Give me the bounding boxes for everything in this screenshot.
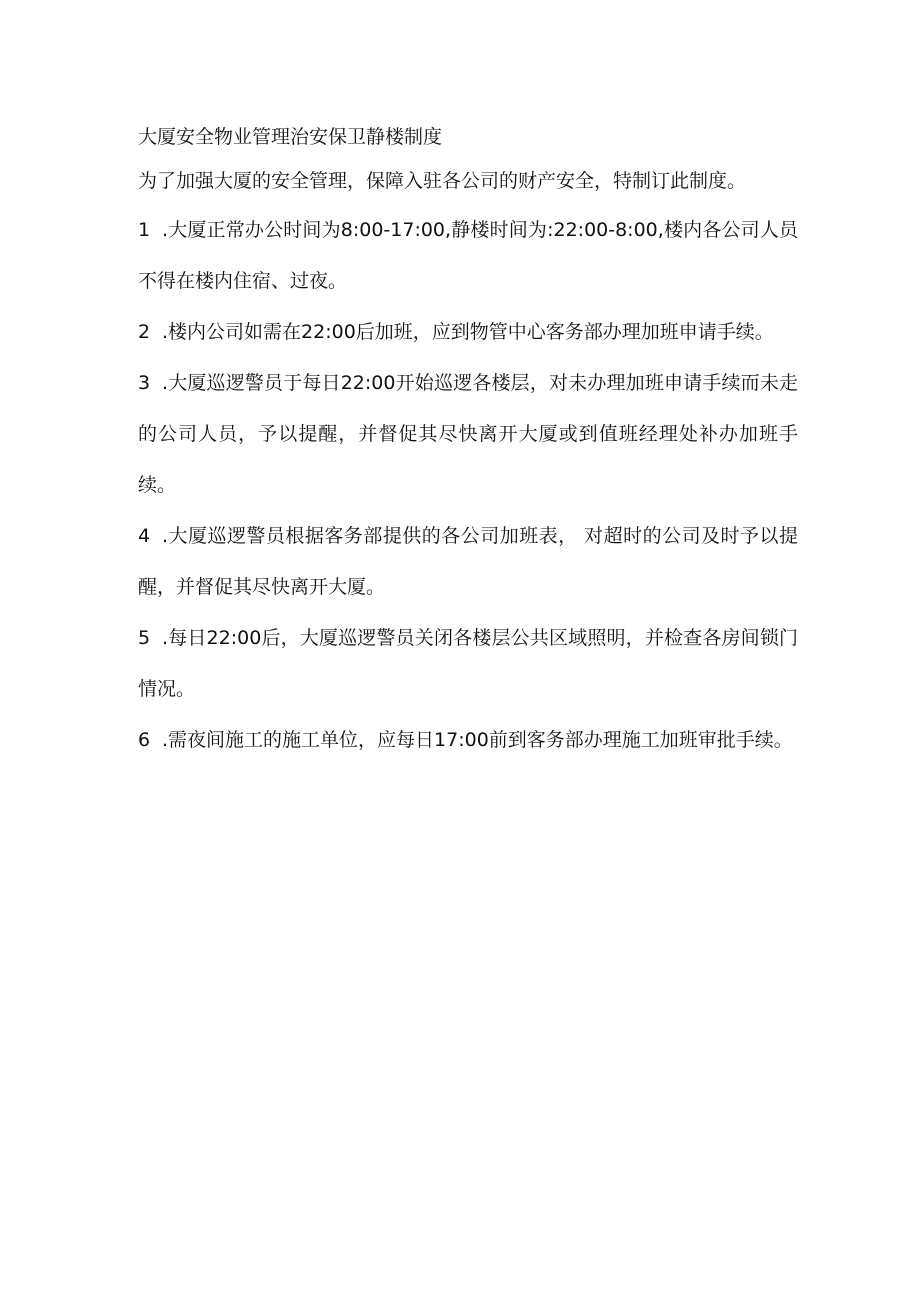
rule-text: .需夜间施工的施工单位，应每日17:00前到客务部办理施工加班审批手续。 <box>162 729 793 751</box>
rule-text: .大厦正常办公时间为8:00-17:00,静楼时间为:22:00-8:00,楼内各公司人员不得在楼内住宿、过夜。 <box>138 219 798 292</box>
document-title: 大厦安全物业管理治安保卫静楼制度 <box>138 126 443 148</box>
rule-item-1 <box>138 205 798 307</box>
document-content <box>138 118 798 766</box>
rule-text: .大厦巡逻警员根据客务部提供的各公司加班表， 对超时的公司及时予以提醒，并督促其尽快离开大厦。 <box>138 525 798 598</box>
rule-number: 5 <box>138 627 151 649</box>
rule-text: .楼内公司如需在22:00后加班，应到物管中心客务部办理加班申请手续。 <box>162 321 774 343</box>
rule-number: 3 <box>138 372 151 394</box>
rule-item-6 <box>138 715 798 766</box>
rule-number: 2 <box>138 321 151 343</box>
rule-item-3 <box>138 358 798 511</box>
rule-text: .大厦巡逻警员于每日22:00开始巡逻各楼层，对未办理加班申请手续而未走的公司人员，予以提醒，并督促其尽快离开大厦或到值班经理处补办加班手续。 <box>138 372 798 496</box>
rule-item-4 <box>138 511 798 613</box>
rule-item-2 <box>138 307 798 358</box>
rule-text: .每日22:00后，大厦巡逻警员关闭各楼层公共区域照明，并检查各房间锁门情况。 <box>138 627 798 700</box>
rule-number: 4 <box>138 525 151 547</box>
rule-number: 1 <box>138 219 151 241</box>
document-intro: 为了加强大厦的安全管理，保障入驻各公司的财产安全，特制订此制度。 <box>138 170 747 192</box>
rule-number: 6 <box>138 729 151 751</box>
rule-item-5 <box>138 613 798 715</box>
